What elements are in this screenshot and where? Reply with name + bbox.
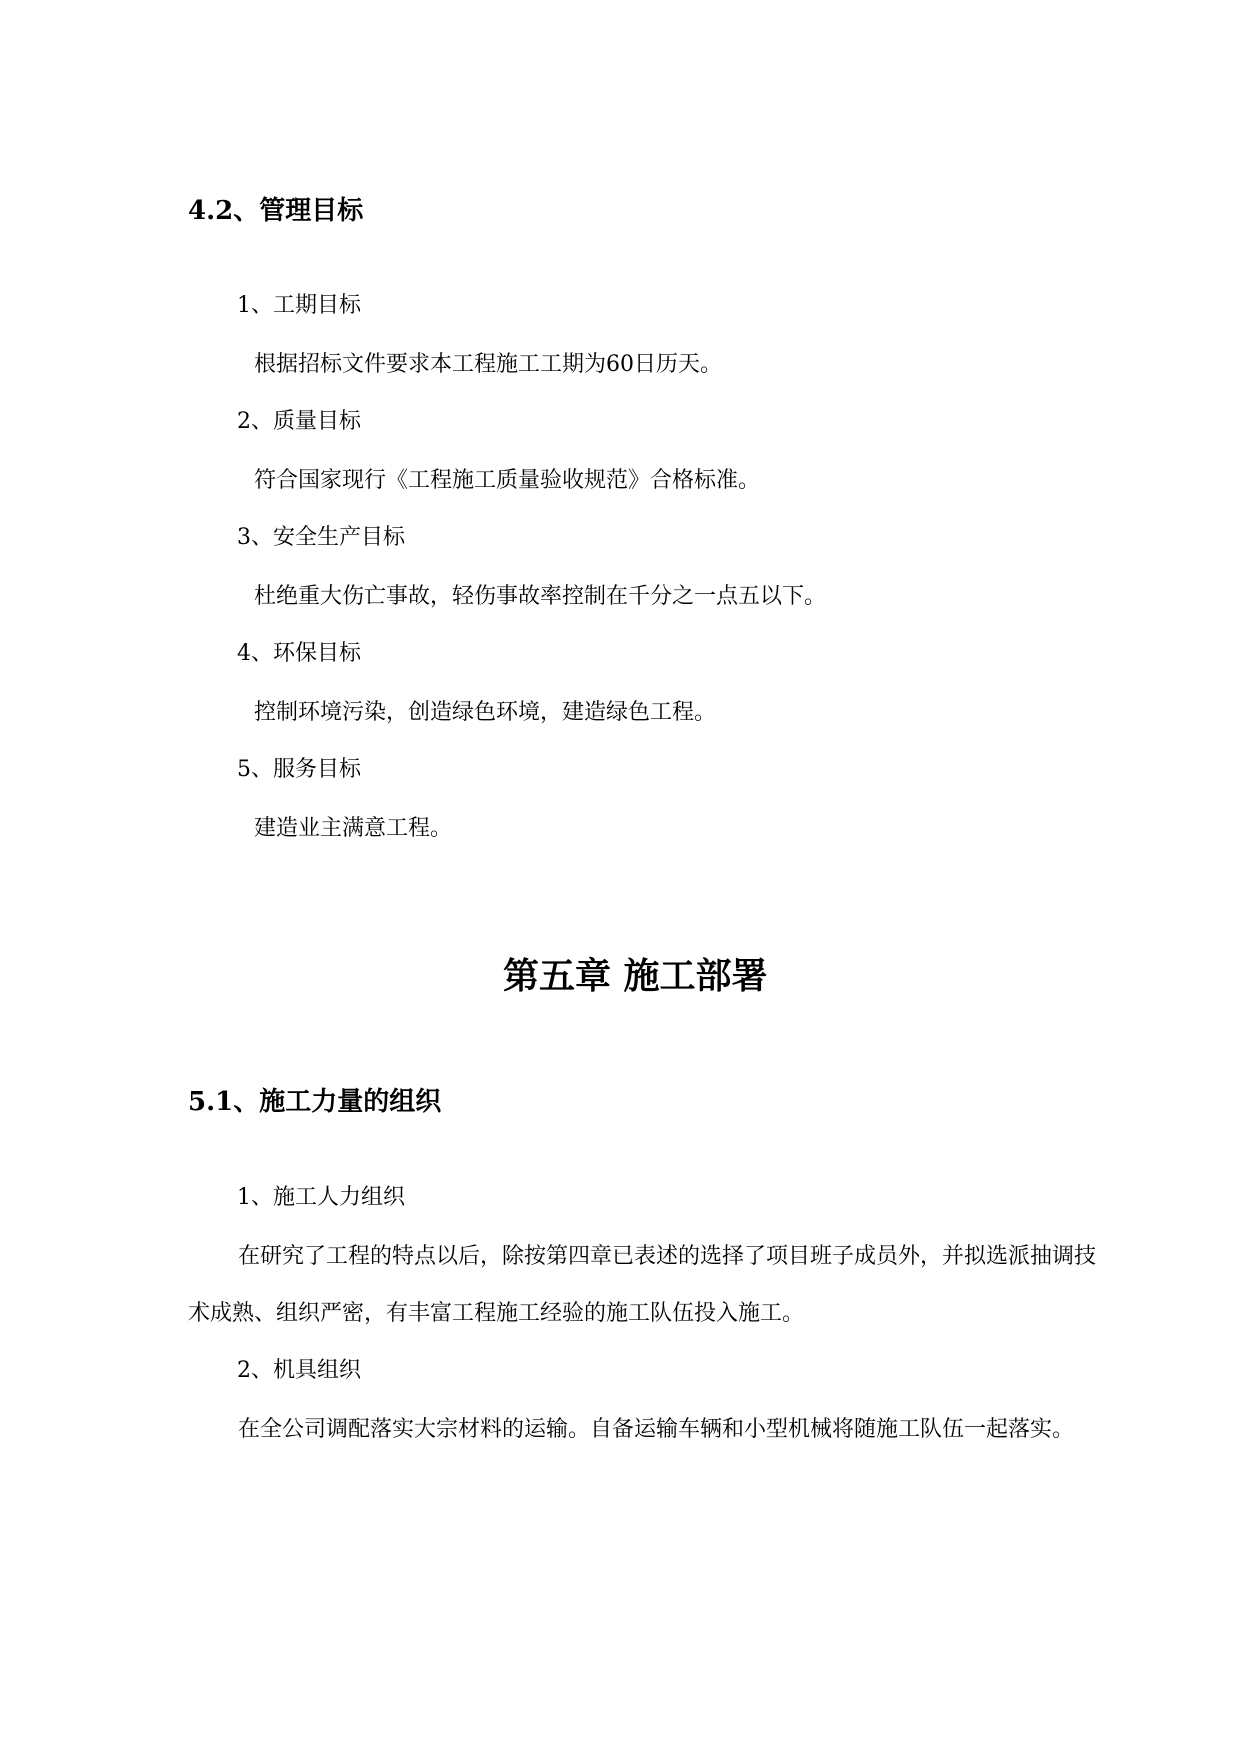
goal-label-service: 5、服务目标 [237,757,361,782]
organization-text-equipment: 在全公司调配落实大宗材料的运输。自备运输车辆和小型机械将随施工队伍一起落实。 [238,1417,1075,1442]
organization-label-equipment: 2、机具组织 [237,1358,361,1383]
chapter-title: 第五章 施工部署 [503,955,768,997]
goal-label-schedule: 1、工期目标 [237,293,361,318]
goal-label-safety: 3、安全生产目标 [237,525,405,550]
goal-text-service: 建造业主满意工程。 [254,816,453,841]
goal-text-quality: 符合国家现行《工程施工质量验收规范》合格标准。 [254,468,761,493]
goal-text-environment: 控制环境污染，创造绿色环境，建造绿色工程。 [254,700,717,725]
organization-text-manpower: 在研究了工程的特点以后，除按第四章已表述的选择了项目班子成员外，并拟选派抽调技术成熟、组织严密，有丰富工程施工经验的施工队伍投入施工。 [188,1244,1097,1326]
goal-text-safety: 杜绝重大伤亡事故，轻伤事故率控制在千分之一点五以下。 [254,584,827,609]
organization-label-manpower: 1、施工人力组织 [237,1185,405,1210]
section-heading-4-2: 4.2、管理目标 [188,196,364,226]
goal-text-schedule: 根据招标文件要求本工程施工工期为60日历天。 [254,352,722,377]
goal-label-environment: 4、环保目标 [237,641,361,666]
section-heading-5-1: 5.1、施工力量的组织 [188,1087,442,1117]
goal-label-quality: 2、质量目标 [237,409,361,434]
